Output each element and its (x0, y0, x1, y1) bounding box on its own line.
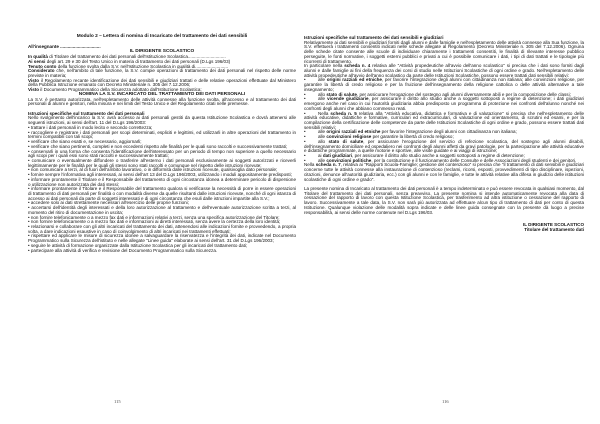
closing-text: La presente nomina di Incaricato al trattamento dei dati personali è a tempo indeterminato e può essere revocata in qualsiasi momento, dal Titolare del trattamento dei dati personali, senza preavviso. La presente nomina si intende automaticamente revocata alla data di cessazione del rapporto di lavoro con questa Istituzione Scolastica, per trasferimento ad altra istituzione o cessazione del rapporto di lavoro. Successivamente a tale data, la S.V. non sarà più autorizzata ad effettuare alcun tipo di trattamento di dati per conto di questa Istituzione. Qualunque violazione delle modalità sopra indicate e delle linee guida consegnate con la presente dà luogo a precise responsabilità, ai sensi delle norme contenute nel D.Lgs 196/03. (304, 185, 584, 215)
item-text: , per la costituzione e il funzionamento delle Consulte e delle Associazioni degli studenti e dei genitori. (371, 157, 577, 163)
nomina-heading: NOMINA LA S.V. INCARICATO DEL TRATTAMENTO DEI DATI PERSONALI (78, 91, 246, 97)
instructions-list (28, 126, 296, 253)
instruction-item: • verificare che siano esatti e, se necessario, aggiornarli; (28, 140, 296, 145)
premise-lead: Ai sensi (28, 58, 46, 64)
item-prefix: allo (318, 91, 327, 97)
item-keyword: stato di salute (326, 91, 357, 97)
instruction-item: • rispettare ed applicare le misure di sicurezza idonee a salvaguardare la riservatezza e l'integrità dei dati, indicate nel Documento Programmatico sulla Sicurezza dell'istituto e nelle allegate "Linee guida" elaborate ai sensi dell'art. 31 del D.Lgs 196/2003; (28, 234, 296, 243)
item-keyword: origini razziali ed etniche (326, 129, 381, 135)
item-keyword: origini razziali ed etniche (326, 77, 382, 83)
item-text: relativa alle "Attività propedeutiche all'avvio dell'anno scolastico" si precisa che i dati sono forniti dagli alunni e dalle famiglie ai fini della frequenza dei corsi di studio nelle Istituzioni Scolastiche di ogni ordine e grado. Nell'espletamento delle attività propedeutiche all'avvio dell'anno scolastico da parte delle Istituzioni Scolastiche, possono essere trattati dati sensibili relativi: (304, 63, 584, 78)
item-prefix: alle (318, 96, 328, 102)
sensitive-data-heading: Istruzioni specifiche sul trattamento dei dati sensibili e giudiziari (304, 35, 444, 40)
item-prefix: allo (318, 138, 329, 144)
item-keyword: dati giudiziari (322, 152, 353, 158)
sensitive-data-item (304, 97, 584, 111)
premises-list (28, 55, 296, 93)
item-keyword: scheda n. 7 (315, 162, 341, 168)
signature-role: Titolare del trattamento dati (524, 227, 584, 232)
premise-lead: Considerato (28, 68, 55, 74)
premise-lead: Visto (28, 77, 40, 83)
item-prefix: alle (318, 77, 327, 83)
item-text: , per assicurare il diritto allo studio anche a soggetti sottoposti a regime di detenzione; i dati giudiziari emergono anche nel caso in cui l'autorità giudiziaria abbia predisposto un programma di protezione nei confronti dell'alunno nonché nei confronti degli alunni che abbiano commesso reati. (304, 96, 584, 111)
scheda-paragraph (304, 163, 584, 182)
instruction-item: • verificare che siano pertinenti, completi e non eccedenti rispetto alle finalità per le quali sono raccolti e successivamente trattati; (28, 145, 296, 150)
premise-text: di Titolare del trattamento dei dati personali dell'Istituzione Scolastica.............................. (47, 54, 226, 60)
item-keyword: vicende giudiziarie (327, 96, 369, 102)
sensitive-data-item (304, 112, 584, 131)
item-prefix: In particolare nella (304, 63, 345, 69)
item-text: , per favorire l'integrazione degli alunni con cittadinanza non italiana; alle convinzioni religiose, per garantire la libertà di credo religioso e per la fruizione dell'insegnamento della religione cattolica o delle attività alternative a tale insegnamento; (304, 77, 584, 92)
instruction-item: • relazionarsi e collaborare con gli altri incaricati del trattamento dei dati, attenendosi alle indicazioni fornite e provvedendo, a propria volta, a dare indicazioni esaustive in caso di coinvolgimento di altri incaricati nei trattamenti effettuati; (28, 225, 296, 234)
instruction-item: • comunicare o eventualmente diffondere o trasferire all'esterno i dati personali esclusivamente ai soggetti autorizzati e riceverli legittimamente per le finalità per le quali gli stessi sono stati raccolti e comunque nel rispetto delle istruzioni ricevute; (28, 159, 296, 168)
bullet-icon: • (304, 96, 306, 102)
signature-title: IL DIRIGENTE SCOLASTICO (522, 222, 584, 228)
premise-lead: Tenuto conto (28, 63, 57, 69)
premise-text: degli art. 29 e 30 del Testo Unico in materia di trattamento dei dati personali (D.Lgs 196/03) (45, 58, 231, 64)
premise-text: il Regolamento recante identificazione dei dati sensibili e giudiziari trattati e delle relative operazioni effettuate dal Ministero della Pubblica Istruzione emanato con Decreto Ministeriale n. 305 del 7.12.2006; (28, 77, 296, 88)
item-text: relativa alla "Attività educativa, didattica e formativa e di valutazione" si precisa che nell'espletamento delle attività educative, didattiche e formative, curriculari ed extracurriculari, di valutazione ed orientamento, di scrutini ed esami, e per la compilazione della certificazione delle competenze da parte delle Istituzioni Scolastiche di ogni ordine e grado, possono essere trattati dati sensibili relativi: (304, 110, 584, 130)
premise-text: il Documento Programmatico della Sicurezza adottato dall'Istituzione Scolastica; (39, 87, 202, 93)
bullet-icon: • (304, 134, 306, 140)
premise-text: che, nell'ambito di tale funzione, la S.V. compie operazioni di trattamento dei dati personali nel rispetto delle norme previste in materia; (28, 68, 296, 79)
right-page (304, 36, 584, 233)
premise-text: della funzione svolta dalla S.V. nell'Istituzione Scolastica in qualità di.......................... (56, 63, 229, 69)
item-keyword: scheda n. 5 (330, 110, 357, 116)
left-page (28, 35, 296, 253)
item-prefix: Nella (304, 162, 316, 168)
addressee: All'insegnante ................................ (28, 43, 101, 49)
instruction-item: • trattare i dati personali in modo lecito e secondo correttezza; (28, 126, 296, 131)
sensitive-data-item (304, 78, 584, 92)
instruction-item: • informare prontamente il Titolare e il Responsabile del trattamento qualora si verificasse la necessità di porre in essere operazioni di trattamento di dati personali per finalità o con modalità diverse da quelle risultanti dalle istruzioni ricevute, nonché di ogni istanza di accesso ai dati personali da parte di soggetti interessati e di ogni circostanza che esuli dalle istruzioni impartite alla S.V.; (28, 187, 296, 201)
instruction-item: • non fornire telefonicamente o a mezzo fax dati e informazioni ai diretti interessati, senza avere la certezza della loro identità; (28, 220, 296, 225)
item-keyword: convinzioni religiose (326, 134, 372, 140)
instruction-item: • accertarsi dell'identità degli interessati e della loro autorizzazione al trattamento e dell'eventuale autorizzazione scritta a terzi, al momento del ritiro di documentazione in uscita; (28, 206, 296, 215)
instruction-item: • seguire le attività di formazione organizzate dalla Istituzione Scolastica per gli incaricati del trattamento dati; (28, 244, 296, 249)
bullet-icon: • (304, 152, 306, 158)
item-keyword: convinzioni politiche (326, 157, 372, 163)
issuer-heading: IL DIRIGENTE SCOLASTICO (129, 49, 195, 55)
item-text: , per assicurare il diritto allo studio anche a soggetti sottoposti a regime di detenzione; (352, 152, 525, 158)
sensitive-data-item (304, 140, 584, 154)
sensitive-data-intro: Relativamente ai dati sensibili e giudiziari forniti dagli alunni e dalle famiglie e nell'espletamento delle attività connesse alla Sua funzione, la S.V. effettuerà i trattamenti consentiti indicati nelle schede allegate al Regolamento (Decreto Ministeriale n. 305 del 7.12.2006). Ognuna delle schede citate consente alle scuole di individuare chiaramente i trattamenti consentiti, le finalità di rilevante interesse pubblico perseguite, le fonti normative, i soggetti esterni pubblici e privati a cui è possibile comunicare i dati, i tipi di dati trattati e le tipologie più ricorrenti di trattamento. (304, 39, 584, 64)
scheda-paragraph (304, 64, 584, 78)
page-number: 115 (114, 399, 121, 404)
sensitive-data-list (304, 64, 584, 182)
item-text: per favorire l'integrazione degli alunni con cittadinanza non italiana; (380, 129, 517, 135)
instruction-item: • raccogliere e registrare i dati personali per scopi determinati, espliciti e legittimi, ed utilizzarli in altre operazioni del trattamento in termini compatibili con tali scopi; (28, 131, 296, 140)
item-text: , per assicurare l'erogazione del sostegno agli alunni diversamente abili e per la composizione delle classi; (356, 91, 571, 97)
bullet-icon: • (304, 91, 306, 97)
premise-lead: In qualità (28, 54, 48, 60)
item-prefix: alle (318, 129, 327, 135)
item-prefix: alle (318, 134, 327, 140)
bullet-icon: • (304, 77, 306, 83)
instruction-item: • partecipare alla attività di verifica e revisione del Documento Programmatico sulla Sicurezza. (28, 249, 296, 254)
instructions-intro: Nello svolgimento dell'incarico la S.V. avrà accesso ai dati personali gestiti da questa Istituzione Scolastica e dovrà attenersi alle seguenti istruzioni, ai sensi dell'art. 11 del D.Lgs 196/2003: (28, 115, 296, 126)
item-prefix: Nella (318, 110, 331, 116)
bullet-icon: • (304, 129, 306, 135)
bullet-icon: • (304, 157, 306, 163)
bullet-icon: • (304, 138, 306, 144)
item-keyword: stato di salute (328, 138, 364, 144)
bullet-icon: • (304, 110, 306, 116)
instruction-item: • fornire sempre l'informativa agli interessati, ai sensi dell'art 13 del D.Lgs 196/2003, utilizzando i moduli appositamente predisposti; (28, 173, 296, 178)
instruction-item: • non comunicare a terzi, al di fuori dell'ambito lavorativo, o in difformità dalle istruzioni ricevute, qualsivoglia dato personale; (28, 168, 296, 173)
document-title: Modulo 2 – Lettera di nomina di Incaricato del trattamento dei dati sensibili (76, 34, 248, 39)
instruction-item: • accedere solo ai dati strettamente necessari all'esercizio delle proprie funzioni; (28, 201, 296, 206)
item-text: per garantire la libertà di credo religioso; (371, 134, 454, 140)
instruction-item: • non fornire telefonicamente o a mezzo fax dati e informazioni relativi a terzi, senza una specifica autorizzazione del Titolare; (28, 216, 296, 221)
instruction-item: • informare prontamente il Titolare e il Responsabile del trattamento di ogni circostanza idonea a determinare pericolo di dispersione o utilizzazione non autorizzata dei dati stessi; (28, 178, 296, 187)
sensitive-data-item (304, 159, 584, 164)
instruction-item: • conservarli in una forma che consenta l'identificazione dell'interessato per un periodo di tempo non superiore a quello necessario agli scopi per i quali essi sono stati raccolti e successivamente trattati; (28, 150, 296, 159)
item-text: , per assicurare l'erogazione del servizio di refezione scolastica, del sostegno agli alunni disabili, dell'insegnamento domiciliare ed ospedaliero nei confronti degli alunni affetti da gravi patologie, per la partecipazione alle attività educative e didattiche programmate, a quelle motorie e sportive, alle visite guidate e ai viaggi di istruzione; (304, 138, 585, 154)
item-prefix: alle (318, 157, 327, 163)
item-text: , relativa ai "Rapporti Scuola-Famiglie; gestione del contenzioso" si precisa che "il trattamento di dati sensibili e giudiziari concerne tutte le attività connesse alla instaurazione di contenzioso (reclami, ricorsi, esposti, provvedimenti di tipo disciplinare, ispezioni, citazioni, denunce all'autorità giudiziaria, ecc.) con gli alunni e con le famiglie, e tutte le attività relative alla difesa in giudizio delle istituzioni scolastiche di ogni ordine e grado". (304, 162, 584, 182)
instructions-heading: Istruzioni specifiche sul trattamento dei dati personali (28, 110, 145, 116)
premise-lead: Visto (28, 87, 40, 93)
item-prefix: ai (318, 152, 323, 158)
nomina-text: La S.V. è pertanto autorizzata, nell'espletamento delle attività connesse alla funzione svolta, all'accesso e al trattamento dei dati personali di alunni e genitori, nella misura e nei limiti del Testo Unico e del Regolamento citati nelle premesse. (28, 96, 296, 107)
item-keyword: scheda n. 4 (344, 63, 371, 69)
page-number: 116 (442, 399, 449, 404)
